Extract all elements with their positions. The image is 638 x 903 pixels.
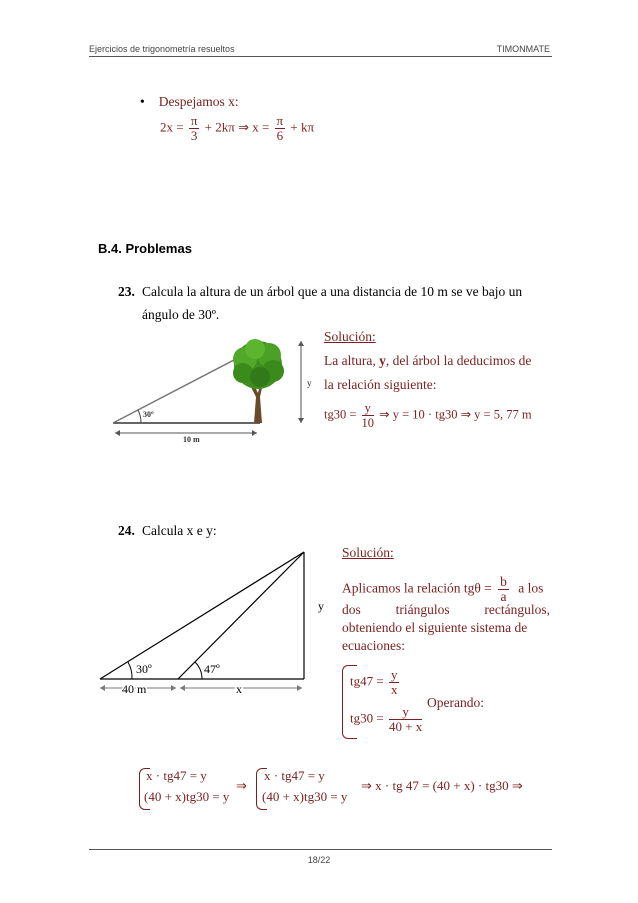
tree-figure [105,335,320,445]
section-title: B.4. Problemas [98,241,192,256]
bullet-line [140,91,239,113]
frac-pi-3: $\frac{\pi}{3}$ [190,113,198,143]
triangles-figure [92,548,337,696]
header-rule [89,56,552,57]
solution-24-line4: ecuaciones: [342,638,405,653]
system-eq2: tg30 = $\frac{y}{40 + x}$ [350,704,423,734]
top-equation [160,114,314,143]
fig24-base1-label: 40 m [122,682,147,696]
tree-angle-arc [138,410,141,423]
fig24-angle1: 30º [136,662,152,676]
eq-lhs: 2x = [160,119,184,135]
problem-23-line2: ángulo de 30º. [142,307,220,322]
tree-base-label: 10 m [183,435,200,444]
problem-24-number: 24. [118,523,135,538]
fig24-arc1 [128,662,132,679]
fig24-angle2: 47º [204,662,220,676]
bottom-sys1-l2: (40 + x)tg30 = y [144,789,230,804]
bullet-text: Despejamos x: [158,94,239,109]
fig24-hyp-inner [178,552,304,679]
bottom-arrow: ⇒ [236,778,247,793]
solution-23-label: Solución: [324,329,376,344]
solution-24-line3: obteniendo el siguiente sistema de [342,620,528,635]
bottom-sys2-l1: x · tg47 = y [264,768,325,783]
header-left: Ejercicios de trigonometría resueltos [89,44,235,54]
problem-23-line1: Calcula la altura de un árbol que a una distancia de 10 m se ve bajo un [142,284,523,299]
solution-24-label: Solución: [342,545,394,560]
bottom-result: ⇒ x · tg 47 = (40 + x) · tg30 ⇒ [361,778,523,793]
tree-height-label: y [307,378,312,388]
bullet-dot: • [140,94,145,109]
solution-23-line1: La altura, y, del árbol la deducimos de [324,353,532,368]
header-right: TIMONMATE [496,44,550,54]
fig24-height-label: y [318,599,324,613]
solution-23-equation: tg30 = $\frac{y}{10}$ ⇒ y = 10 · tg30 ⇒ y = 5, 77 m [324,401,532,430]
fig24-hyp-outer [100,552,304,679]
bottom-sys2-l2: (40 + x)tg30 = y [262,789,348,804]
frac-pi-6: $\frac{\pi}{6}$ [276,113,284,143]
eq-end: + kπ [290,119,315,135]
fig24-arc2 [195,662,202,679]
problem-23-number: 23. [118,284,135,299]
eq-mid: + 2kπ ⇒ x = [204,119,270,135]
page-number: 18/22 [307,855,331,865]
tree-canopy [233,339,284,389]
solution-24-line2: dos triángulos rectángulos, [342,602,550,617]
system-eq1: tg47 = $\frac{y}{x}$ [350,667,398,697]
solution-24-line1: Aplicamos la relación tgθ = $\frac{b}{a}$ a los [342,574,544,604]
bottom-sys1-l1: x · tg47 = y [146,768,207,783]
problem-24-statement: Calcula x e y: [142,523,217,538]
fig24-base2-label: x [236,682,242,696]
tree-angle-label: 30º [143,410,154,419]
operando-label: Operando: [427,695,484,710]
solution-23-line2: la relación siguiente: [324,377,437,392]
footer-rule [89,849,552,850]
